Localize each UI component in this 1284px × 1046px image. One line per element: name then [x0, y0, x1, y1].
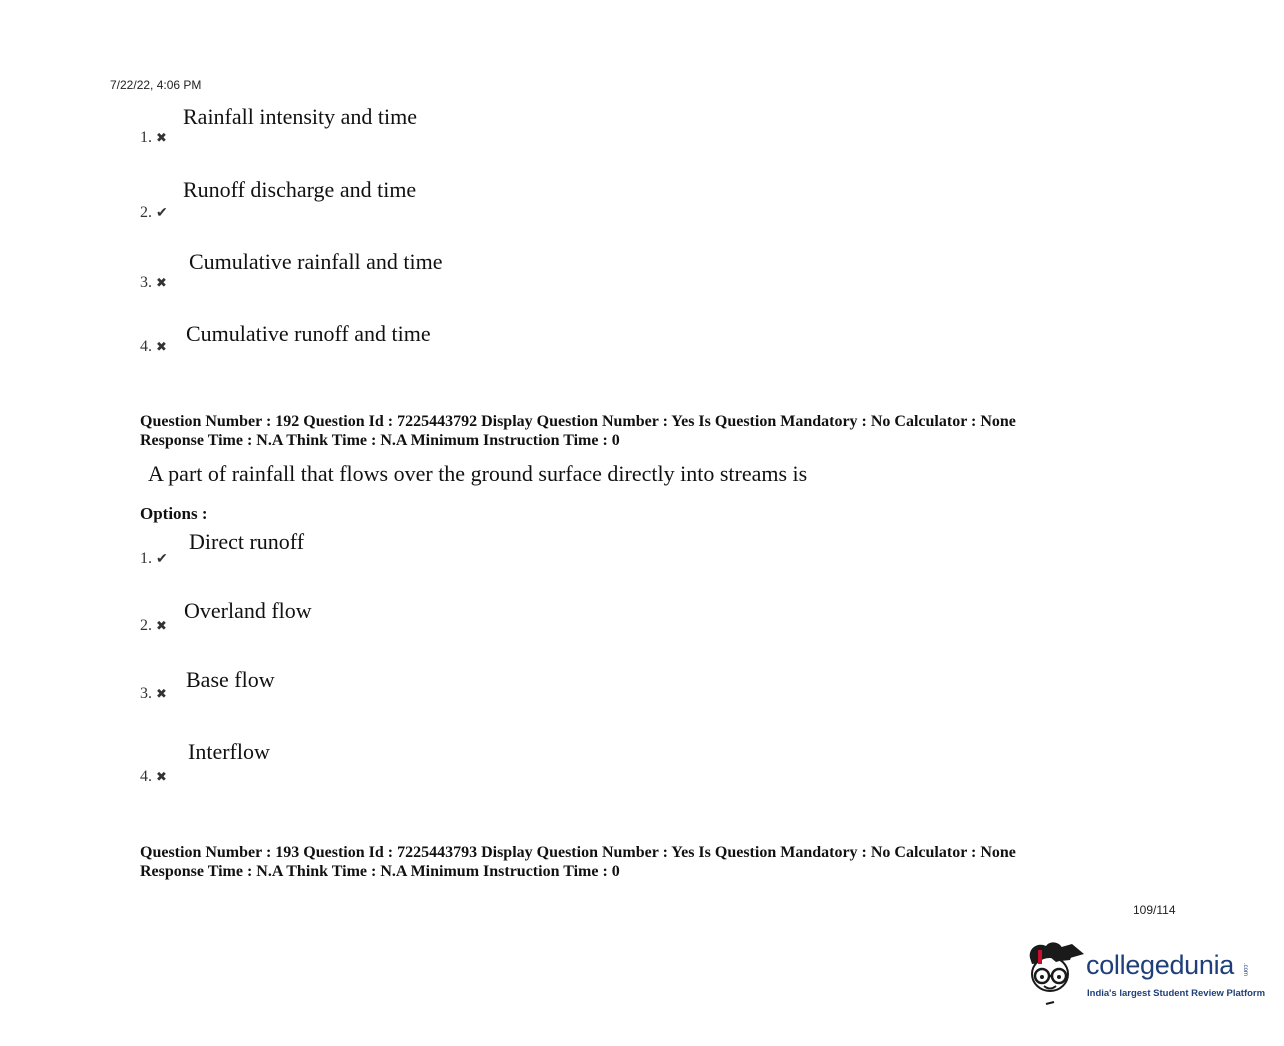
question-meta-line1: Question Number : 192 Question Id : 7225443792 Display Question Number : Yes Is Question Mandatory : No Calculator : None: [140, 413, 1016, 430]
cross-icon: ✖: [156, 275, 167, 290]
question-192-meta: [140, 412, 1016, 450]
brand-tagline: India's largest Student Review Platform: [1087, 988, 1266, 999]
option-number: 2.: [140, 204, 152, 221]
option-text: Overland flow: [184, 598, 312, 623]
option-number-row: [140, 617, 167, 635]
option-number: 1.: [140, 550, 152, 567]
option-number-row: [140, 204, 168, 222]
option-number-row: [140, 338, 167, 356]
collegedunia-mascot-icon: [1024, 938, 1086, 1008]
question-meta-line1: Question Number : 193 Question Id : 7225443793 Display Question Number : Yes Is Question Mandatory : No Calculator : None: [140, 844, 1016, 861]
option-text: Base flow: [186, 667, 275, 692]
option-text: Interflow: [188, 739, 270, 764]
option-number: 2.: [140, 617, 152, 634]
option-text: Rainfall intensity and time: [183, 104, 418, 129]
cross-icon: ✖: [156, 130, 167, 145]
cross-icon: ✖: [156, 618, 167, 633]
question-meta-line2: Response Time : N.A Think Time : N.A Minimum Instruction Time : 0: [140, 432, 620, 449]
option-text: Cumulative rainfall and time: [189, 249, 443, 274]
brand-name: collegedunia: [1086, 950, 1235, 980]
print-datetime: 7/22/22, 4:06 PM: [110, 78, 202, 92]
option-text: Runoff discharge and time: [183, 177, 417, 202]
options-label: Options :: [140, 504, 208, 523]
option-number-row: [140, 685, 167, 703]
option-number-row: [140, 768, 167, 786]
brand-suffix: .com: [1242, 963, 1248, 977]
option-number-row: [140, 129, 167, 147]
question-meta-line2: Response Time : N.A Think Time : N.A Minimum Instruction Time : 0: [140, 863, 620, 880]
option-number: 3.: [140, 274, 152, 291]
option-number-row: [140, 550, 168, 568]
page-number: 109/114: [1133, 903, 1176, 917]
question-text: A part of rainfall that flows over the ground surface directly into streams is: [148, 461, 808, 486]
option-number: 1.: [140, 129, 152, 146]
option-text: Cumulative runoff and time: [186, 321, 431, 346]
check-icon: ✔: [156, 552, 168, 567]
option-number: 4.: [140, 768, 152, 785]
check-icon: ✔: [156, 206, 168, 221]
cross-icon: ✖: [156, 339, 167, 354]
question-193-meta: [140, 843, 1016, 881]
option-number: 3.: [140, 685, 152, 702]
option-number: 4.: [140, 338, 152, 355]
cross-icon: ✖: [156, 686, 167, 701]
option-text: Direct runoff: [189, 529, 305, 554]
option-number-row: [140, 274, 167, 292]
cross-icon: ✖: [156, 769, 167, 784]
